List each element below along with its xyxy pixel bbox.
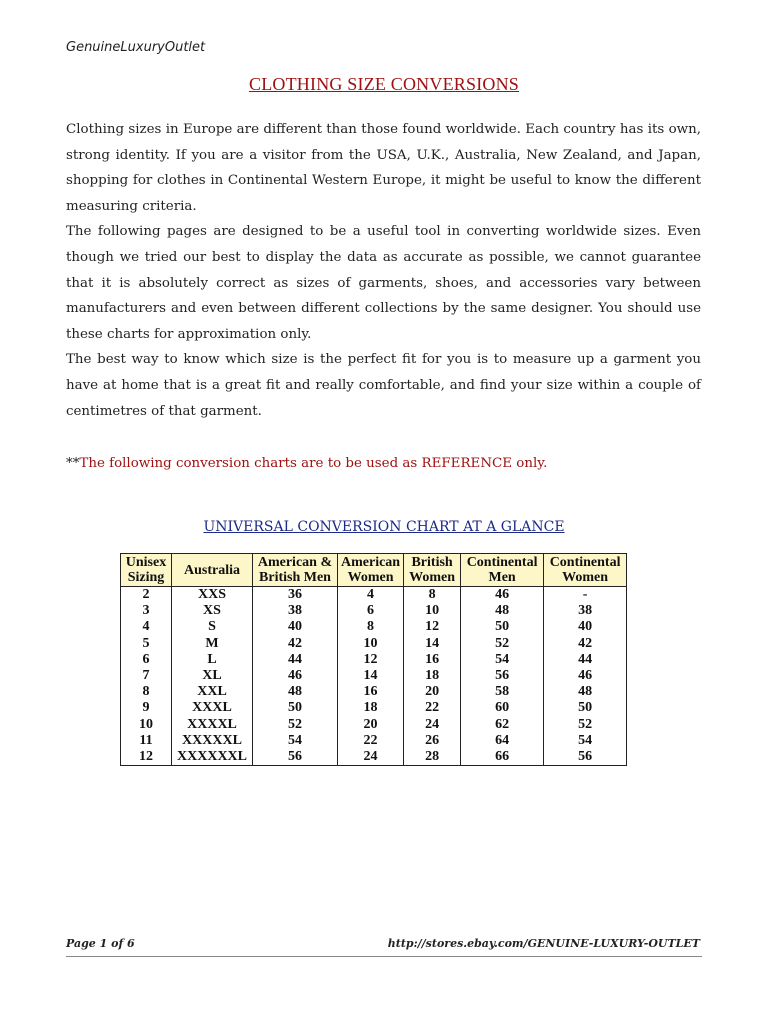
paragraph-1: Clothing sizes in Europe are different than those found worldwide. Each country has its own, strong identity. If you are a visitor from the USA, U.K., Australia, New Zealand, and Japan, shopping for clothes in Continental Western Europe, it might be useful to know the different measuring criteria.: [66, 122, 701, 214]
footer-divider: [66, 956, 702, 957]
table-cell: XXL: [172, 684, 253, 700]
table-cell: 66: [461, 749, 544, 766]
table-header-row: [121, 554, 627, 587]
table-cell: 6: [338, 603, 404, 619]
chart-title: UNIVERSAL CONVERSION CHART AT A GLANCE: [203, 519, 565, 535]
header-australia: Australia: [172, 554, 253, 587]
header-american-women: American Women: [338, 554, 404, 587]
table-row: [121, 700, 627, 716]
table-cell: 52: [253, 717, 338, 733]
table-cell: 38: [544, 603, 627, 619]
table-cell: 4: [121, 619, 172, 635]
table-cell: 54: [253, 733, 338, 749]
table-row: [121, 636, 627, 652]
table-cell: 24: [404, 717, 461, 733]
table-cell: S: [172, 619, 253, 635]
table-cell: XXXXXXL: [172, 749, 253, 766]
table-row: [121, 668, 627, 684]
table-cell: 3: [121, 603, 172, 619]
table-cell: XXS: [172, 587, 253, 604]
table-row: [121, 717, 627, 733]
table-cell: 12: [404, 619, 461, 635]
header-continental-women: Continental Women: [544, 554, 627, 587]
table-row: [121, 749, 627, 766]
table-cell: 36: [253, 587, 338, 604]
table-cell: XXXXL: [172, 717, 253, 733]
table-cell: 5: [121, 636, 172, 652]
footer-store-link[interactable]: http://stores.ebay.com/GENUINE-LUXURY-OUTLET: [387, 937, 700, 950]
table-cell: 38: [253, 603, 338, 619]
table-cell: 60: [461, 700, 544, 716]
table-cell: L: [172, 652, 253, 668]
table-cell: XXXXXL: [172, 733, 253, 749]
table-cell: 42: [253, 636, 338, 652]
table-row: [121, 733, 627, 749]
table-cell: 12: [338, 652, 404, 668]
table-cell: 7: [121, 668, 172, 684]
table-cell: 12: [121, 749, 172, 766]
table-row: [121, 587, 627, 604]
header-unisex-sizing: Unisex Sizing: [121, 554, 172, 587]
table-body: [121, 587, 627, 766]
table-cell: 50: [544, 700, 627, 716]
table-cell: 54: [461, 652, 544, 668]
table-cell: 18: [404, 668, 461, 684]
table-cell: 44: [544, 652, 627, 668]
table-cell: XXXL: [172, 700, 253, 716]
intro-text: [66, 117, 701, 424]
table-cell: 16: [338, 684, 404, 700]
table-cell: M: [172, 636, 253, 652]
table-cell: 46: [544, 668, 627, 684]
table-cell: 64: [461, 733, 544, 749]
table-cell: 24: [338, 749, 404, 766]
table-cell: 46: [461, 587, 544, 604]
table-cell: 22: [338, 733, 404, 749]
table-cell: 8: [338, 619, 404, 635]
table-cell: 52: [544, 717, 627, 733]
table-row: [121, 652, 627, 668]
table-cell: 2: [121, 587, 172, 604]
table-cell: 14: [404, 636, 461, 652]
table-cell: 6: [121, 652, 172, 668]
table-cell: 44: [253, 652, 338, 668]
table-cell: 4: [338, 587, 404, 604]
table-cell: 26: [404, 733, 461, 749]
table-cell: 8: [404, 587, 461, 604]
table-cell: 62: [461, 717, 544, 733]
paragraph-3: The best way to know which size is the perfect fit for you is to measure up a garment you have at home that is a great fit and really comfortable, and find your size within a couple of centimetres of that garment.: [66, 352, 701, 419]
table-row: [121, 619, 627, 635]
table-cell: 18: [338, 700, 404, 716]
table-cell: 22: [404, 700, 461, 716]
table-cell: XL: [172, 668, 253, 684]
table-row: [121, 684, 627, 700]
header-brand: GenuineLuxuryOutlet: [66, 40, 206, 55]
table-cell: 56: [544, 749, 627, 766]
table-cell: 50: [253, 700, 338, 716]
header-british-women: British Women: [404, 554, 461, 587]
table-cell: 40: [253, 619, 338, 635]
table-cell: 48: [544, 684, 627, 700]
table-cell: 40: [544, 619, 627, 635]
reference-note-text: The following conversion charts are to be used as REFERENCE only: [79, 456, 544, 471]
table-cell: 42: [544, 636, 627, 652]
reference-note-suffix: .: [543, 456, 548, 471]
table-cell: 58: [461, 684, 544, 700]
table-cell: 10: [338, 636, 404, 652]
paragraph-2: The following pages are designed to be a useful tool in converting worldwide sizes. Even though we tried our best to display the data as accurate as possible, we cannot guarantee that it is absolutely correct as sizes of garments, shoes, and accessories vary between manufacturers and even between different collections by the same designer. You should use these charts for approximation only.: [66, 224, 701, 342]
table-row: [121, 603, 627, 619]
table-cell: 8: [121, 684, 172, 700]
table-cell: 20: [404, 684, 461, 700]
reference-note-prefix: **: [66, 456, 80, 471]
table-cell: 48: [253, 684, 338, 700]
size-conversion-table: [120, 553, 627, 766]
table-cell: 50: [461, 619, 544, 635]
table-cell: 56: [253, 749, 338, 766]
table-cell: 16: [404, 652, 461, 668]
table-cell: 28: [404, 749, 461, 766]
table-cell: 48: [461, 603, 544, 619]
table-cell: 46: [253, 668, 338, 684]
header-continental-men: Continental Men: [461, 554, 544, 587]
table-cell: 9: [121, 700, 172, 716]
table-cell: 10: [404, 603, 461, 619]
reference-note: [66, 456, 547, 471]
header-american-british-men: American & British Men: [253, 554, 338, 587]
table-cell: -: [544, 587, 627, 604]
table-cell: XS: [172, 603, 253, 619]
table-cell: 52: [461, 636, 544, 652]
table-cell: 54: [544, 733, 627, 749]
page-title: CLOTHING SIZE CONVERSIONS: [249, 74, 519, 94]
table-cell: 14: [338, 668, 404, 684]
table-cell: 56: [461, 668, 544, 684]
table-cell: 20: [338, 717, 404, 733]
table-cell: 10: [121, 717, 172, 733]
table-cell: 11: [121, 733, 172, 749]
page-number: Page 1 of 6: [66, 937, 135, 950]
